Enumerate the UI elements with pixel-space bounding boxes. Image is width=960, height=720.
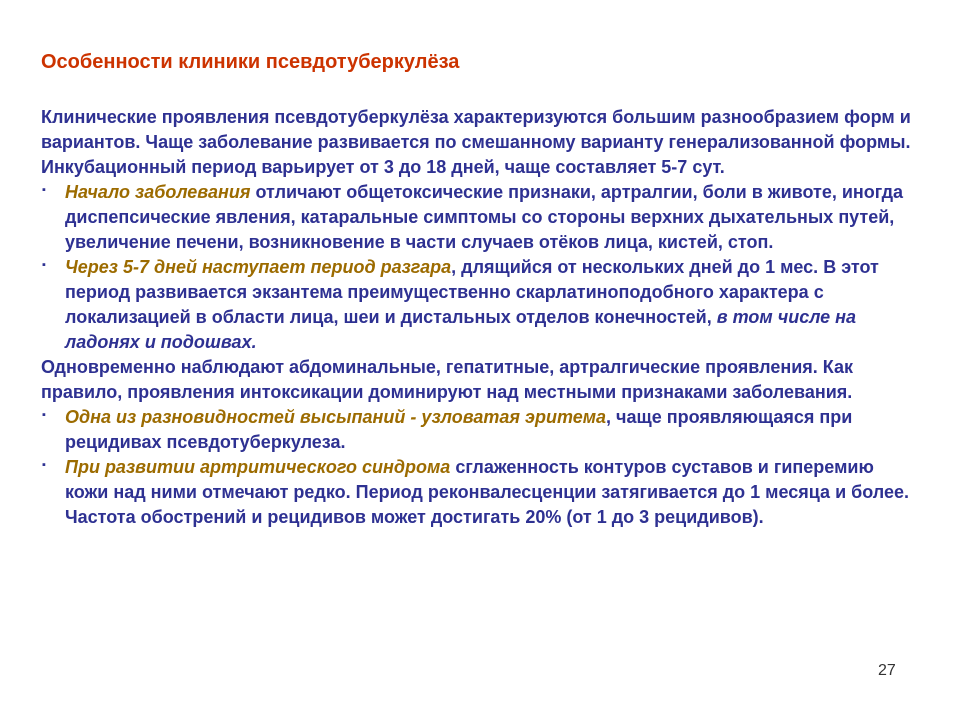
bullet-square-icon: ▪	[42, 184, 46, 196]
intro-paragraph: Клинические проявления псевдотуберкулёза характеризуются большим разнообразием форм и вариантов. Чаще заболевание развивается по смешанному варианту генерализованной формы. Инкубационный период варьирует от 3 до 18 дней, чаще составляет 5-7 сут.	[41, 107, 911, 177]
slide-body	[41, 105, 921, 530]
bullet-erythema	[41, 405, 921, 455]
bullet-peak-highlight: Через 5-7 дней наступает период разгара	[65, 257, 452, 277]
bullet-onset-highlight: Начало заболевания	[65, 182, 251, 202]
bullet-peak	[41, 255, 921, 355]
bullet-erythema-text: , чаще проявляющаяся при рецидивах псевдотуберкулеза.	[65, 407, 853, 452]
page-number: 27	[878, 662, 896, 679]
bullet-peak-text: , длящийся от нескольких дней до 1 мес. В этот период развивается экзантема преимущественно скарлатиноподобного характера с локализацией в области лица, шеи и дистальных отделов конечностей,	[65, 257, 879, 327]
bullet-onset-text: отличают общетоксические признаки, артралгии, боли в животе, иногда диспепсические явления, катаральные симптомы со стороны верхних дыхательных путей, увеличение печени, возникновение в части случаев отёков лица, кистей, стоп.	[65, 182, 904, 252]
bullet-square-icon: ▪	[42, 409, 46, 421]
bullet-erythema-highlight: Одна из разновидностей высыпаний - узловатая эритема	[65, 407, 607, 427]
bullet-peak-emphasis: в том числе на ладонях и подошвах.	[65, 307, 857, 352]
bullet-arthritis-highlight: При развитии артритического синдрома	[65, 457, 451, 477]
bullet-square-icon: ▪	[42, 259, 46, 271]
bullet-onset	[41, 180, 921, 255]
bullet-square-icon: ▪	[42, 459, 46, 471]
bullet-arthritis	[41, 455, 921, 530]
bullet-arthritis-text: сглаженность контуров суставов и гиперемию кожи над ними отмечают редко. Период реконвалесценции затягивается до 1 месяца и более. Частота обострений и рецидивов может достигать 20% (от 1 до 3 рецидивов).	[65, 457, 910, 527]
slide-title: Особенности клиники псевдотуберкулёза	[41, 51, 460, 73]
middle-paragraph: Одновременно наблюдают абдоминальные, гепатитные, артралгические проявления. Как правило, проявления интоксикации доминируют над местными признаками заболевания.	[41, 357, 854, 402]
